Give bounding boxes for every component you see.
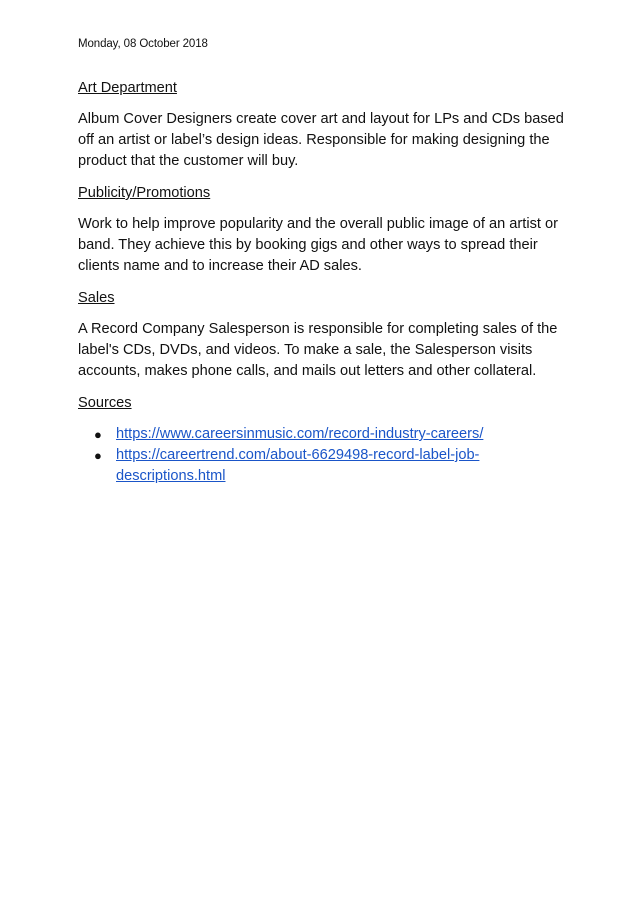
list-item <box>94 445 568 487</box>
sources-list <box>78 424 568 487</box>
section-body-art-department: Album Cover Designers create cover art and layout for LPs and CDs based off an artist or label’s design ideas. Responsible for making designing the product that the customer will buy. <box>78 111 564 169</box>
section-heading-sales: Sales <box>78 290 115 306</box>
section-heading-art-department: Art Department <box>78 80 177 96</box>
section-heading-publicity: Publicity/Promotions <box>78 185 211 201</box>
date-header: Monday, 08 October 2018 <box>78 38 208 50</box>
section-body-sales: A Record Company Salesperson is responsible for completing sales of the label's CDs, DVDs, and videos. To make a sale, the Salesperson visits accounts, makes phone calls, and mails out letters and other collateral. <box>78 321 558 379</box>
document-body <box>78 78 568 487</box>
section-body-publicity: Work to help improve popularity and the overall public image of an artist or band. They achieve this by booking gigs and other ways to spread their clients name and to increase their AD sales. <box>78 216 558 274</box>
list-item <box>94 424 568 445</box>
section-heading-sources: Sources <box>78 395 132 411</box>
source-link-careertrend[interactable]: https://careertrend.com/about-6629498-record-label-job-descriptions.html <box>116 447 480 484</box>
bullet-icon: ● <box>94 448 102 463</box>
bullet-icon: ● <box>94 427 102 442</box>
source-link-careersinmusic[interactable]: https://www.careersinmusic.com/record-industry-careers/ <box>116 426 484 442</box>
